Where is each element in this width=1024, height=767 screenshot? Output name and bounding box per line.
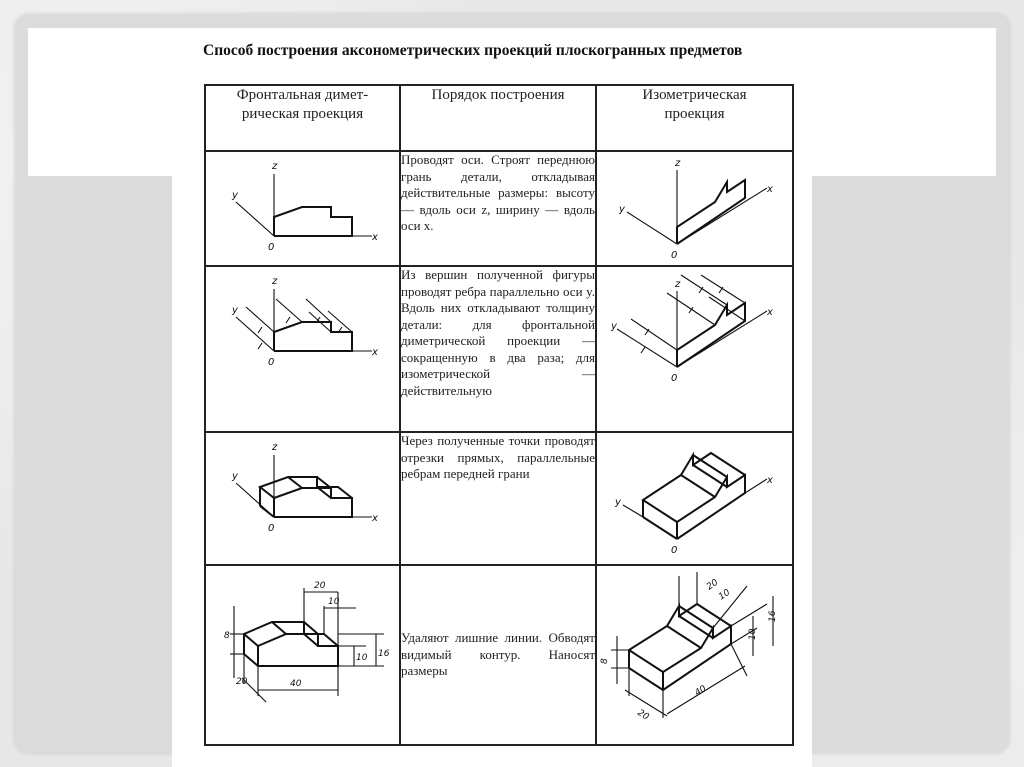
- axis-x-label: x: [372, 513, 378, 524]
- dim-40-label: 40: [290, 679, 302, 689]
- dim-10-height-label: 10: [356, 653, 368, 663]
- axis-y-label: y: [611, 321, 617, 332]
- axis-origin-label: 0: [671, 250, 678, 261]
- dim-10-label: 10: [328, 597, 340, 607]
- table-row: [205, 432, 793, 565]
- dim-10-height-label: 10: [748, 628, 758, 640]
- table-header-row: [205, 85, 793, 151]
- axis-y-label: y: [619, 204, 625, 215]
- figure-dimetric-step1: [205, 151, 400, 266]
- construction-table: [204, 84, 794, 746]
- axis-z-label: z: [675, 279, 681, 290]
- axis-x-label: x: [767, 475, 773, 486]
- axis-z-label: z: [272, 276, 278, 287]
- figure-isometric-final: [596, 565, 793, 745]
- page-title: Способ построения аксонометрических проекций плоскогранных предметов: [203, 42, 743, 59]
- axis-origin-label: 0: [671, 545, 678, 556]
- figure-isometric-step1: [596, 151, 793, 266]
- dim-16-label: 16: [768, 610, 778, 622]
- axis-z-label: z: [675, 158, 681, 169]
- dim-20-label: 20: [705, 577, 721, 593]
- dim-10-label: 10: [717, 587, 733, 603]
- figure-dimetric-final: [205, 565, 400, 745]
- step4-text: Удаляют лишние линии. Обводят видимый контур. Наносят размеры: [400, 565, 596, 745]
- figure-isometric-step3: [596, 432, 793, 565]
- header-isometric: [596, 85, 793, 151]
- header-line: Изометрическая: [642, 87, 747, 103]
- dim-40-label: 40: [693, 683, 709, 699]
- table-row: [205, 151, 793, 266]
- axis-z-label: z: [272, 442, 278, 453]
- header-line: рическая проекция: [241, 106, 364, 122]
- step1-text: Проводят оси. Строят переднюю грань детали, откладывая действительные размеры: высоту — вдоль оси z, ширину — вдоль оси x.: [400, 151, 596, 266]
- axis-origin-label: 0: [268, 523, 275, 534]
- step3-text: Через полученные точки проводят отрезки прямых, параллельные ребрам передней грани: [400, 432, 596, 565]
- axis-x-label: x: [767, 184, 773, 195]
- figure-dimetric-step2: [205, 266, 400, 432]
- header-frontal-dimetric: [205, 85, 400, 151]
- axis-y-label: y: [615, 497, 621, 508]
- dim-20-depth-label: 20: [236, 677, 248, 687]
- table-row: [205, 565, 793, 745]
- axis-x-label: x: [372, 347, 378, 358]
- axis-y-label: y: [232, 305, 238, 316]
- dim-8-label: 8: [224, 631, 230, 641]
- axis-y-label: y: [232, 471, 238, 482]
- header-line: Фронтальная димет-: [236, 87, 369, 103]
- axis-origin-label: 0: [671, 373, 678, 384]
- axis-y-label: y: [232, 190, 238, 201]
- header-line: Порядок построения: [431, 87, 565, 103]
- axis-x-label: x: [372, 232, 378, 243]
- axis-origin-label: 0: [268, 242, 275, 253]
- dim-16-label: 16: [378, 649, 390, 659]
- dim-20-depth-label: 20: [635, 708, 651, 723]
- axis-origin-label: 0: [268, 357, 275, 368]
- step2-text: Из вершин полученной фигуры проводят ребра параллельно оси y. Вдоль них откладывают толщину детали: для фронтальной диметрической проекции — сокращенную в два раза; для изометрической — действительную: [400, 266, 596, 432]
- dim-20-label: 20: [314, 581, 326, 591]
- axis-x-label: x: [767, 307, 773, 318]
- header-construction-order: [400, 85, 596, 151]
- figure-isometric-step2: [596, 266, 793, 432]
- axis-z-label: z: [272, 161, 278, 172]
- figure-dimetric-step3: [205, 432, 400, 565]
- table-row: [205, 266, 793, 432]
- dim-8-label: 8: [600, 658, 610, 664]
- header-line: проекция: [664, 106, 725, 122]
